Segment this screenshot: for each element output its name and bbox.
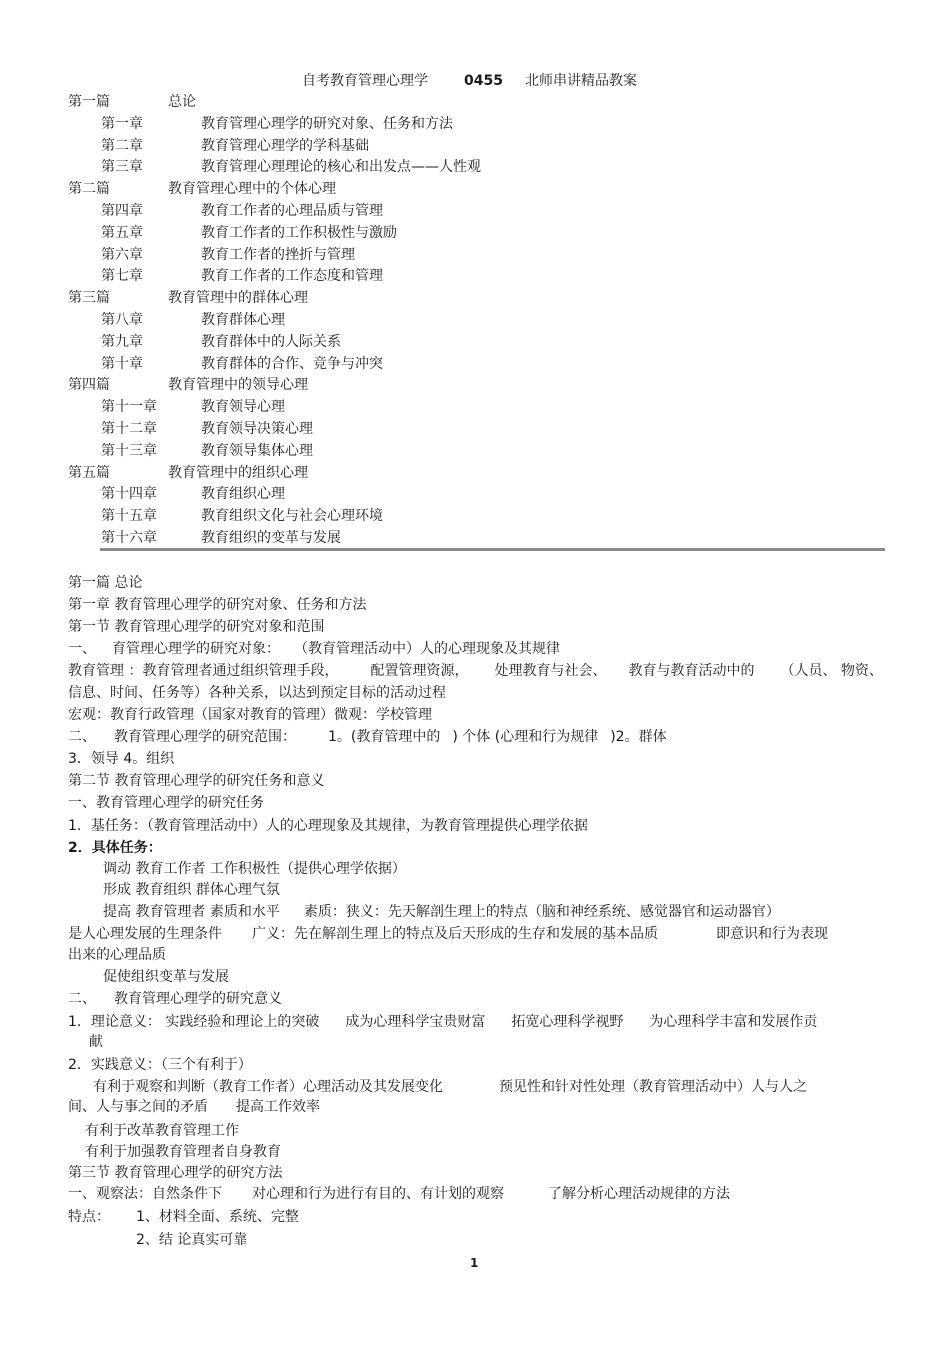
toc-chapter-title: 教育组织的变革与发展 — [201, 530, 341, 546]
toc-chapter-label: 第八章 — [101, 312, 143, 328]
toc-chapter — [101, 267, 383, 285]
toc-part — [68, 376, 308, 394]
toc-part — [68, 289, 308, 307]
toc-chapter-title: 教育领导心理 — [201, 399, 285, 415]
toc-part-label: 第二篇 — [68, 181, 110, 197]
toc-chapter-title: 教育群体心理 — [201, 312, 285, 328]
paragraph: 一、 育管理心理学的研究对象： （教育管理活动中）人的心理现象及其规律 — [68, 641, 560, 657]
paragraph: 是人心理发展的生理条件 广义：先在解剖生理上的特点及后天形成的生存和发展的基本品质 即意识和行为表现 — [68, 926, 828, 942]
toc-chapter — [101, 507, 383, 525]
paragraph: 二、 教育管理心理学的研究范围： 1。(教育管理中的 ) 个体 (心理和行为规律 )2。群体 — [68, 729, 667, 745]
course-code: 0455 — [464, 73, 503, 89]
toc-chapter-label: 第二章 — [101, 138, 143, 154]
list-item: 调动 教育工作者 工作积极性（提供心理学依据） — [103, 861, 406, 877]
list-item: 形成 教育组织 群体心理气氛 — [103, 882, 280, 898]
toc-chapter-label: 第七章 — [101, 268, 143, 284]
paragraph: 教育管理 ：教育管理者通过组织管理手段， 配置管理资源， 处理教育与社会、 教育与教育活动中的 （人员、 物资、 — [68, 663, 883, 679]
chapter-heading: 第一章 教育管理心理学的研究对象、任务和方法 — [68, 597, 367, 613]
toc-part-label: 第五篇 — [68, 465, 110, 481]
toc-part-title: 教育管理中的组织心理 — [168, 465, 308, 481]
toc-part-title: 教育管理心理中的个体心理 — [168, 181, 336, 197]
section-heading: 第三节 教育管理心理学的研究方法 — [68, 1165, 283, 1181]
section-heading: 第一节 教育管理心理学的研究对象和范围 — [68, 619, 325, 635]
toc-chapter — [101, 158, 481, 176]
part-heading: 第一篇 总论 — [68, 575, 143, 591]
toc-chapter — [101, 529, 341, 547]
toc-chapter-label: 第十六章 — [101, 530, 157, 546]
toc-chapter-title: 教育工作者的工作积极性与激励 — [201, 225, 397, 241]
toc-chapter-title: 教育群体的合作、竞争与冲突 — [201, 356, 383, 372]
paragraph: 1．理论意义： 实践经验和理论上的突破 成为心理科学宝贵财富 拓宽心理科学视野 为心理科学丰富和发展作贡 — [68, 1014, 818, 1030]
paragraph: 一、教育管理心理学的研究任务 — [68, 795, 264, 811]
toc-chapter-title: 教育领导决策心理 — [201, 421, 313, 437]
paragraph: 出来的心理品质 — [68, 947, 166, 963]
toc-chapter-label: 第十二章 — [101, 421, 157, 437]
list-item: 2、结 论真实可靠 — [136, 1232, 248, 1248]
paragraph: 2．具体任务： — [68, 840, 162, 856]
paragraph: 2．实践意义：（三个有利于） — [68, 1057, 252, 1073]
title-left: 自考教育管理心理学 — [302, 73, 428, 89]
paragraph: 间、人与事之间的矛盾 提高工作效率 — [68, 1099, 320, 1115]
toc-part — [68, 180, 336, 198]
toc-chapter — [101, 246, 355, 264]
toc-chapter — [101, 442, 313, 460]
toc-chapter-label: 第五章 — [101, 225, 143, 241]
toc-chapter — [101, 420, 313, 438]
toc-chapter — [101, 115, 453, 133]
toc-chapter-label: 第十四章 — [101, 486, 157, 502]
paragraph: 特点： 1、材料全面、系统、完整 — [68, 1209, 299, 1225]
section-heading: 第二节 教育管理心理学的研究任务和意义 — [68, 773, 325, 789]
toc-part-label: 第三篇 — [68, 290, 110, 306]
toc-chapter-title: 教育工作者的心理品质与管理 — [201, 203, 383, 219]
toc-part — [68, 93, 196, 111]
toc-part — [68, 464, 308, 482]
toc-chapter-title: 教育群体中的人际关系 — [201, 334, 341, 350]
toc-chapter-title: 教育领导集体心理 — [201, 443, 313, 459]
toc-part-title: 总论 — [168, 94, 196, 110]
toc-chapter-title: 教育管理心理学的研究对象、任务和方法 — [201, 116, 453, 132]
toc-chapter — [101, 224, 397, 242]
toc-chapter-title: 教育工作者的挫折与管理 — [201, 247, 355, 263]
toc-chapter-title: 教育组织文化与社会心理环境 — [201, 508, 383, 524]
toc-part-label: 第四篇 — [68, 377, 110, 393]
toc-chapter-title: 教育管理心理学的学科基础 — [201, 138, 369, 154]
toc-chapter-label: 第一章 — [101, 116, 143, 132]
toc-chapter — [101, 355, 383, 373]
toc-chapter — [101, 485, 285, 503]
toc-chapter-label: 第十五章 — [101, 508, 157, 524]
toc-chapter — [101, 202, 383, 220]
toc-chapter-title: 教育管理心理理论的核心和出发点——人性观 — [201, 159, 481, 175]
toc-chapter — [101, 311, 285, 329]
toc-chapter — [101, 137, 369, 155]
list-item: 促使组织变革与发展 — [103, 969, 229, 985]
toc-chapter-title: 教育组织心理 — [201, 486, 285, 502]
document-title — [302, 72, 637, 90]
toc-part-label: 第一篇 — [68, 94, 110, 110]
toc-chapter-label: 第四章 — [101, 203, 143, 219]
list-item: 有利于加强教育管理者自身教育 — [85, 1144, 281, 1160]
toc-chapter-label: 第十一章 — [101, 399, 157, 415]
toc-part-title: 教育管理中的群体心理 — [168, 290, 308, 306]
section-divider — [100, 548, 885, 551]
paragraph: 宏观：教育行政管理（国家对教育的管理）微观：学校管理 — [68, 707, 432, 723]
toc-chapter-label: 第十三章 — [101, 443, 157, 459]
paragraph: 一、观察法：自然条件下 对心理和行为进行有目的、有计划的观察 了解分析心理活动规律的方法 — [68, 1186, 730, 1202]
page-number: 1 — [470, 1256, 479, 1270]
paragraph: 献 — [89, 1034, 103, 1050]
toc-chapter-label: 第九章 — [101, 334, 143, 350]
toc-chapter — [101, 398, 285, 416]
list-item: 提高 教育管理者 素质和水平 素质：狭义：先天解剖生理上的特点（脑和神经系统、感觉器官和运动器官） — [103, 904, 780, 920]
list-item: 有利于观察和判断（教育工作者）心理活动及其发展变化 预见性和针对性处理（教育管理活动中）人与人之 — [93, 1079, 807, 1095]
title-right: 北师串讲精品教案 — [524, 73, 637, 89]
paragraph: 3．领导 4。组织 — [68, 751, 175, 767]
toc-chapter — [101, 333, 341, 351]
toc-chapter-label: 第十章 — [101, 356, 143, 372]
paragraph: 二、 教育管理心理学的研究意义 — [68, 991, 282, 1007]
toc-chapter-label: 第六章 — [101, 247, 143, 263]
paragraph: 信息、时间、任务等）各种关系，以达到预定目标的活动过程 — [68, 685, 446, 701]
paragraph: 1．基任务：（教育管理活动中）人的心理现象及其规律，为教育管理提供心理学依据 — [68, 818, 588, 834]
toc-part-title: 教育管理中的领导心理 — [168, 377, 308, 393]
list-item: 有利于改革教育管理工作 — [85, 1123, 239, 1139]
toc-chapter-label: 第三章 — [101, 159, 143, 175]
toc-chapter-title: 教育工作者的工作态度和管理 — [201, 268, 383, 284]
